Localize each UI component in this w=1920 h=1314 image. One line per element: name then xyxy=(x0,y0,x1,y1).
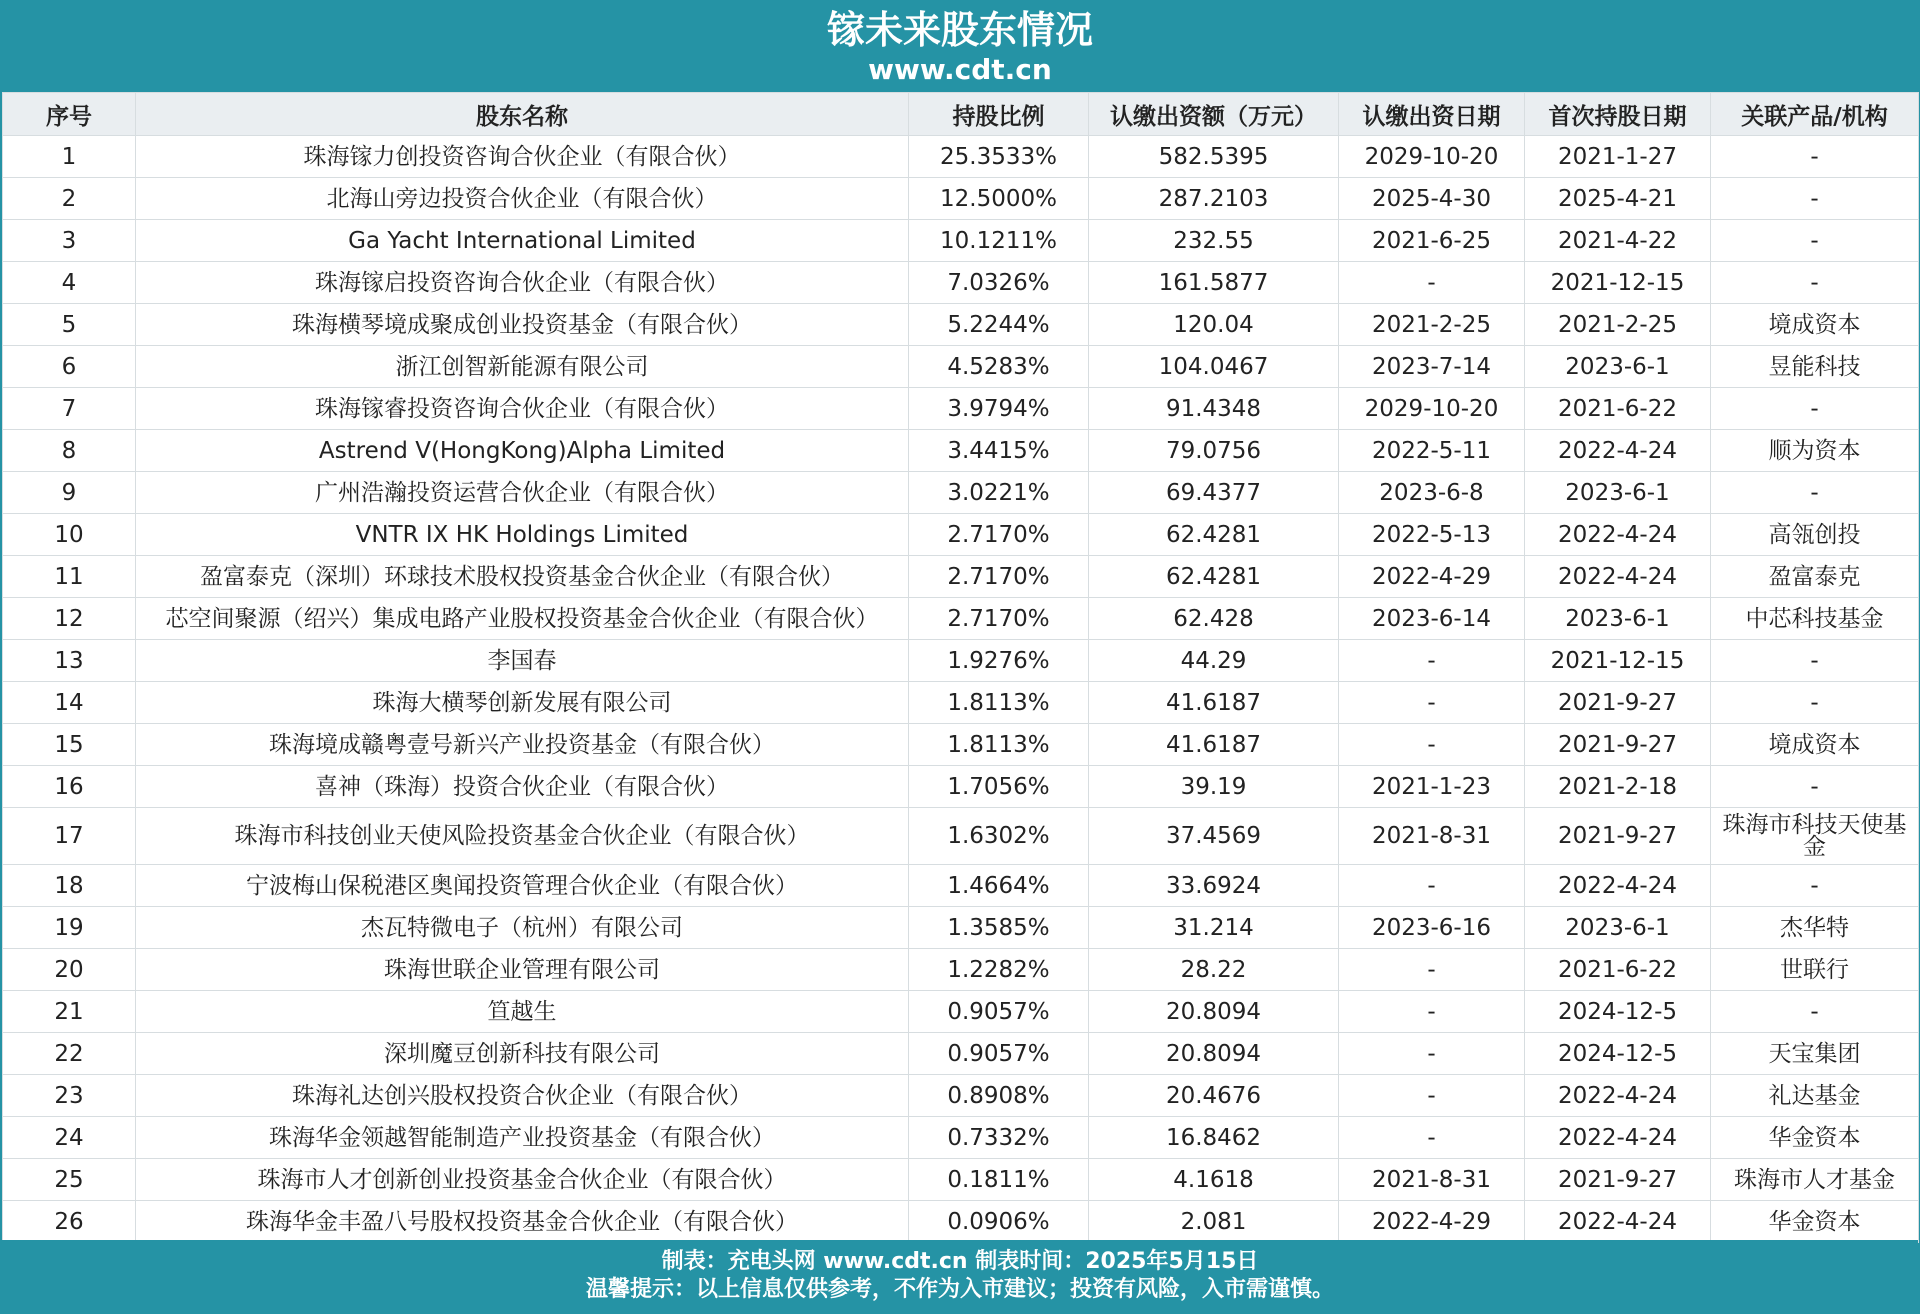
footer-credit: 制表：充电头网 www.cdt.cn 制表时间：2025年5月15日 xyxy=(661,1249,1259,1274)
cell-capital: 62.4281 xyxy=(1089,556,1339,598)
cell-index: 21 xyxy=(3,991,136,1033)
cell-ratio: 3.0221% xyxy=(909,472,1089,514)
table-row xyxy=(3,388,1919,430)
cell-ratio: 5.2244% xyxy=(909,304,1089,346)
cell-ratio: 0.0906% xyxy=(909,1201,1089,1243)
cell-name: 珠海镓睿投资咨询合伙企业（有限合伙） xyxy=(136,388,909,430)
cell-ratio: 1.2282% xyxy=(909,949,1089,991)
cell-related: 华金资本 xyxy=(1711,1201,1919,1243)
table-row xyxy=(3,556,1919,598)
cell-capital: 62.4281 xyxy=(1089,514,1339,556)
cell-sub-date: - xyxy=(1339,1117,1525,1159)
cell-capital: 120.04 xyxy=(1089,304,1339,346)
cell-ratio: 1.8113% xyxy=(909,682,1089,724)
cell-index: 13 xyxy=(3,640,136,682)
cell-related: - xyxy=(1711,220,1919,262)
cell-capital: 20.8094 xyxy=(1089,991,1339,1033)
cell-first-date: 2024-12-5 xyxy=(1525,1033,1711,1075)
cell-sub-date: 2022-4-29 xyxy=(1339,556,1525,598)
cell-index: 17 xyxy=(3,808,136,865)
cell-sub-date: 2029-10-20 xyxy=(1339,388,1525,430)
cell-ratio: 3.9794% xyxy=(909,388,1089,430)
cell-related: 华金资本 xyxy=(1711,1117,1919,1159)
cell-capital: 44.29 xyxy=(1089,640,1339,682)
cell-related: 中芯科技基金 xyxy=(1711,598,1919,640)
cell-first-date: 2025-4-21 xyxy=(1525,178,1711,220)
cell-sub-date: 2021-2-25 xyxy=(1339,304,1525,346)
column-header-ratio: 持股比例 xyxy=(909,93,1089,136)
cell-name: 北海山旁边投资合伙企业（有限合伙） xyxy=(136,178,909,220)
cell-name: 珠海世联企业管理有限公司 xyxy=(136,949,909,991)
column-header-index: 序号 xyxy=(3,93,136,136)
cell-name: 盈富泰克（深圳）环球技术股权投资基金合伙企业（有限合伙） xyxy=(136,556,909,598)
cell-ratio: 1.6302% xyxy=(909,808,1089,865)
cell-first-date: 2022-4-24 xyxy=(1525,1075,1711,1117)
column-header-first-date: 首次持股日期 xyxy=(1525,93,1711,136)
cell-index: 19 xyxy=(3,907,136,949)
cell-first-date: 2022-4-24 xyxy=(1525,430,1711,472)
cell-name: 珠海镓启投资咨询合伙企业（有限合伙） xyxy=(136,262,909,304)
cell-ratio: 2.7170% xyxy=(909,514,1089,556)
cell-capital: 20.8094 xyxy=(1089,1033,1339,1075)
table-row xyxy=(3,907,1919,949)
cell-ratio: 2.7170% xyxy=(909,556,1089,598)
cell-name: 珠海市科技创业天使风险投资基金合伙企业（有限合伙） xyxy=(136,808,909,865)
table-row xyxy=(3,640,1919,682)
cell-ratio: 1.7056% xyxy=(909,766,1089,808)
cell-index: 5 xyxy=(3,304,136,346)
table-row xyxy=(3,682,1919,724)
cell-capital: 287.2103 xyxy=(1089,178,1339,220)
cell-index: 26 xyxy=(3,1201,136,1243)
cell-sub-date: - xyxy=(1339,640,1525,682)
cell-index: 2 xyxy=(3,178,136,220)
cell-related: - xyxy=(1711,136,1919,178)
cell-first-date: 2023-6-1 xyxy=(1525,346,1711,388)
cell-first-date: 2022-4-24 xyxy=(1525,865,1711,907)
page-title: 镓未来股东情况 xyxy=(826,8,1093,52)
cell-first-date: 2022-4-24 xyxy=(1525,556,1711,598)
cell-name: 杰瓦特微电子（杭州）有限公司 xyxy=(136,907,909,949)
cell-name: Ga Yacht International Limited xyxy=(136,220,909,262)
cell-index: 12 xyxy=(3,598,136,640)
cell-first-date: 2022-4-24 xyxy=(1525,1117,1711,1159)
cell-capital: 582.5395 xyxy=(1089,136,1339,178)
cell-sub-date: 2023-6-14 xyxy=(1339,598,1525,640)
cell-name: 珠海镓力创投资咨询合伙企业（有限合伙） xyxy=(136,136,909,178)
cell-first-date: 2021-12-15 xyxy=(1525,640,1711,682)
table-row xyxy=(3,262,1919,304)
cell-related: 礼达基金 xyxy=(1711,1075,1919,1117)
cell-related: 境成资本 xyxy=(1711,724,1919,766)
cell-ratio: 0.9057% xyxy=(909,991,1089,1033)
cell-related: - xyxy=(1711,178,1919,220)
cell-ratio: 12.5000% xyxy=(909,178,1089,220)
cell-sub-date: - xyxy=(1339,724,1525,766)
cell-related: - xyxy=(1711,262,1919,304)
cell-related: - xyxy=(1711,640,1919,682)
cell-name: 珠海大横琴创新发展有限公司 xyxy=(136,682,909,724)
cell-sub-date: 2023-7-14 xyxy=(1339,346,1525,388)
cell-sub-date: - xyxy=(1339,865,1525,907)
cell-index: 10 xyxy=(3,514,136,556)
column-header-name: 股东名称 xyxy=(136,93,909,136)
cell-index: 8 xyxy=(3,430,136,472)
cell-name: 浙江创智新能源有限公司 xyxy=(136,346,909,388)
table-row xyxy=(3,1033,1919,1075)
cell-capital: 161.5877 xyxy=(1089,262,1339,304)
cell-first-date: 2024-12-5 xyxy=(1525,991,1711,1033)
title-banner xyxy=(2,2,1918,92)
cell-sub-date: - xyxy=(1339,991,1525,1033)
cell-ratio: 0.9057% xyxy=(909,1033,1089,1075)
cell-index: 16 xyxy=(3,766,136,808)
cell-capital: 20.4676 xyxy=(1089,1075,1339,1117)
table-row xyxy=(3,430,1919,472)
cell-capital: 41.6187 xyxy=(1089,682,1339,724)
cell-index: 1 xyxy=(3,136,136,178)
cell-sub-date: 2022-5-13 xyxy=(1339,514,1525,556)
cell-related: 盈富泰克 xyxy=(1711,556,1919,598)
cell-name: 珠海礼达创兴股权投资合伙企业（有限合伙） xyxy=(136,1075,909,1117)
table-row xyxy=(3,598,1919,640)
column-header-related: 关联产品/机构 xyxy=(1711,93,1919,136)
cell-sub-date: - xyxy=(1339,1075,1525,1117)
cell-related: 珠海市人才基金 xyxy=(1711,1159,1919,1201)
cell-related: 顺为资本 xyxy=(1711,430,1919,472)
cell-ratio: 3.4415% xyxy=(909,430,1089,472)
cell-ratio: 0.8908% xyxy=(909,1075,1089,1117)
cell-ratio: 1.3585% xyxy=(909,907,1089,949)
cell-sub-date: 2022-5-11 xyxy=(1339,430,1525,472)
cell-capital: 16.8462 xyxy=(1089,1117,1339,1159)
cell-first-date: 2021-9-27 xyxy=(1525,1159,1711,1201)
table-row xyxy=(3,178,1919,220)
cell-index: 14 xyxy=(3,682,136,724)
column-header-capital: 认缴出资额（万元） xyxy=(1089,93,1339,136)
cell-related: - xyxy=(1711,682,1919,724)
cell-ratio: 1.8113% xyxy=(909,724,1089,766)
cell-first-date: 2023-6-1 xyxy=(1525,472,1711,514)
cell-name: 深圳魔豆创新科技有限公司 xyxy=(136,1033,909,1075)
cell-sub-date: 2023-6-16 xyxy=(1339,907,1525,949)
cell-name: 宁波梅山保税港区奥闻投资管理合伙企业（有限合伙） xyxy=(136,865,909,907)
table-row xyxy=(3,1075,1919,1117)
cell-related: 高瓴创投 xyxy=(1711,514,1919,556)
cell-index: 15 xyxy=(3,724,136,766)
cell-name: VNTR IX HK Holdings Limited xyxy=(136,514,909,556)
cell-related: - xyxy=(1711,766,1919,808)
table-row xyxy=(3,808,1919,865)
cell-ratio: 7.0326% xyxy=(909,262,1089,304)
table-row xyxy=(3,1201,1919,1243)
cell-first-date: 2023-6-1 xyxy=(1525,907,1711,949)
table-row xyxy=(3,472,1919,514)
cell-ratio: 10.1211% xyxy=(909,220,1089,262)
cell-sub-date: 2021-1-23 xyxy=(1339,766,1525,808)
cell-index: 20 xyxy=(3,949,136,991)
cell-sub-date: - xyxy=(1339,682,1525,724)
cell-name: 广州浩瀚投资运营合伙企业（有限合伙） xyxy=(136,472,909,514)
cell-name: 珠海华金领越智能制造产业投资基金（有限合伙） xyxy=(136,1117,909,1159)
table-row xyxy=(3,1117,1919,1159)
cell-ratio: 4.5283% xyxy=(909,346,1089,388)
cell-sub-date: 2021-8-31 xyxy=(1339,1159,1525,1201)
cell-related: 天宝集团 xyxy=(1711,1033,1919,1075)
cell-first-date: 2022-4-24 xyxy=(1525,514,1711,556)
cell-capital: 41.6187 xyxy=(1089,724,1339,766)
cell-ratio: 2.7170% xyxy=(909,598,1089,640)
table-row xyxy=(3,346,1919,388)
table-header-row xyxy=(3,93,1919,136)
cell-related: 珠海市科技天使基金 xyxy=(1711,808,1919,865)
cell-sub-date: 2029-10-20 xyxy=(1339,136,1525,178)
cell-name: 珠海市人才创新创业投资基金合伙企业（有限合伙） xyxy=(136,1159,909,1201)
table-row xyxy=(3,865,1919,907)
cell-sub-date: 2023-6-8 xyxy=(1339,472,1525,514)
cell-name: 珠海境成赣粤壹号新兴产业投资基金（有限合伙） xyxy=(136,724,909,766)
cell-index: 25 xyxy=(3,1159,136,1201)
cell-ratio: 1.9276% xyxy=(909,640,1089,682)
footer-disclaimer: 温馨提示：以上信息仅供参考，不作为入市建议；投资有风险，入市需谨慎。 xyxy=(585,1277,1334,1302)
cell-capital: 37.4569 xyxy=(1089,808,1339,865)
cell-ratio: 0.7332% xyxy=(909,1117,1089,1159)
cell-index: 9 xyxy=(3,472,136,514)
cell-capital: 2.081 xyxy=(1089,1201,1339,1243)
cell-related: 世联行 xyxy=(1711,949,1919,991)
cell-sub-date: 2021-6-25 xyxy=(1339,220,1525,262)
table-row xyxy=(3,1159,1919,1201)
cell-sub-date: 2022-4-29 xyxy=(1339,1201,1525,1243)
cell-related: 昱能科技 xyxy=(1711,346,1919,388)
cell-capital: 62.428 xyxy=(1089,598,1339,640)
cell-index: 4 xyxy=(3,262,136,304)
cell-ratio: 0.1811% xyxy=(909,1159,1089,1201)
table-row xyxy=(3,991,1919,1033)
cell-index: 6 xyxy=(3,346,136,388)
cell-related: 境成资本 xyxy=(1711,304,1919,346)
cell-first-date: 2021-12-15 xyxy=(1525,262,1711,304)
cell-capital: 69.4377 xyxy=(1089,472,1339,514)
cell-capital: 79.0756 xyxy=(1089,430,1339,472)
cell-first-date: 2021-9-27 xyxy=(1525,682,1711,724)
footer-banner xyxy=(2,1240,1918,1312)
table-row xyxy=(3,949,1919,991)
cell-capital: 4.1618 xyxy=(1089,1159,1339,1201)
cell-index: 22 xyxy=(3,1033,136,1075)
table-row xyxy=(3,304,1919,346)
cell-name: 喜神（珠海）投资合伙企业（有限合伙） xyxy=(136,766,909,808)
cell-capital: 91.4348 xyxy=(1089,388,1339,430)
table-row xyxy=(3,220,1919,262)
cell-name: 芯空间聚源（绍兴）集成电路产业股权投资基金合伙企业（有限合伙） xyxy=(136,598,909,640)
table-row xyxy=(3,724,1919,766)
table-row xyxy=(3,766,1919,808)
cell-name: 笪越生 xyxy=(136,991,909,1033)
cell-sub-date: 2025-4-30 xyxy=(1339,178,1525,220)
table-body xyxy=(3,136,1919,1243)
cell-name: 李国春 xyxy=(136,640,909,682)
column-header-sub-date: 认缴出资日期 xyxy=(1339,93,1525,136)
cell-ratio: 25.3533% xyxy=(909,136,1089,178)
cell-first-date: 2021-9-27 xyxy=(1525,724,1711,766)
cell-capital: 31.214 xyxy=(1089,907,1339,949)
cell-first-date: 2021-4-22 xyxy=(1525,220,1711,262)
cell-index: 11 xyxy=(3,556,136,598)
cell-index: 23 xyxy=(3,1075,136,1117)
cell-sub-date: - xyxy=(1339,262,1525,304)
cell-index: 3 xyxy=(3,220,136,262)
cell-ratio: 1.4664% xyxy=(909,865,1089,907)
cell-related: - xyxy=(1711,865,1919,907)
cell-name: 珠海横琴境成聚成创业投资基金（有限合伙） xyxy=(136,304,909,346)
cell-sub-date: - xyxy=(1339,1033,1525,1075)
table-row xyxy=(3,514,1919,556)
cell-first-date: 2021-9-27 xyxy=(1525,808,1711,865)
site-url: www.cdt.cn xyxy=(868,53,1052,86)
cell-index: 24 xyxy=(3,1117,136,1159)
cell-first-date: 2021-2-25 xyxy=(1525,304,1711,346)
cell-related: - xyxy=(1711,388,1919,430)
cell-first-date: 2021-1-27 xyxy=(1525,136,1711,178)
cell-capital: 232.55 xyxy=(1089,220,1339,262)
cell-first-date: 2022-4-24 xyxy=(1525,1201,1711,1243)
cell-index: 18 xyxy=(3,865,136,907)
cell-capital: 33.6924 xyxy=(1089,865,1339,907)
cell-related: 杰华特 xyxy=(1711,907,1919,949)
cell-first-date: 2021-6-22 xyxy=(1525,949,1711,991)
cell-related: - xyxy=(1711,472,1919,514)
cell-capital: 39.19 xyxy=(1089,766,1339,808)
cell-capital: 28.22 xyxy=(1089,949,1339,991)
cell-name: 珠海华金丰盈八号股权投资基金合伙企业（有限合伙） xyxy=(136,1201,909,1243)
cell-capital: 104.0467 xyxy=(1089,346,1339,388)
cell-first-date: 2021-2-18 xyxy=(1525,766,1711,808)
cell-name: Astrend V(HongKong)Alpha Limited xyxy=(136,430,909,472)
shareholder-table xyxy=(2,92,1919,1243)
cell-first-date: 2021-6-22 xyxy=(1525,388,1711,430)
cell-sub-date: - xyxy=(1339,949,1525,991)
cell-first-date: 2023-6-1 xyxy=(1525,598,1711,640)
cell-sub-date: 2021-8-31 xyxy=(1339,808,1525,865)
table-row xyxy=(3,136,1919,178)
cell-related: - xyxy=(1711,991,1919,1033)
cell-index: 7 xyxy=(3,388,136,430)
